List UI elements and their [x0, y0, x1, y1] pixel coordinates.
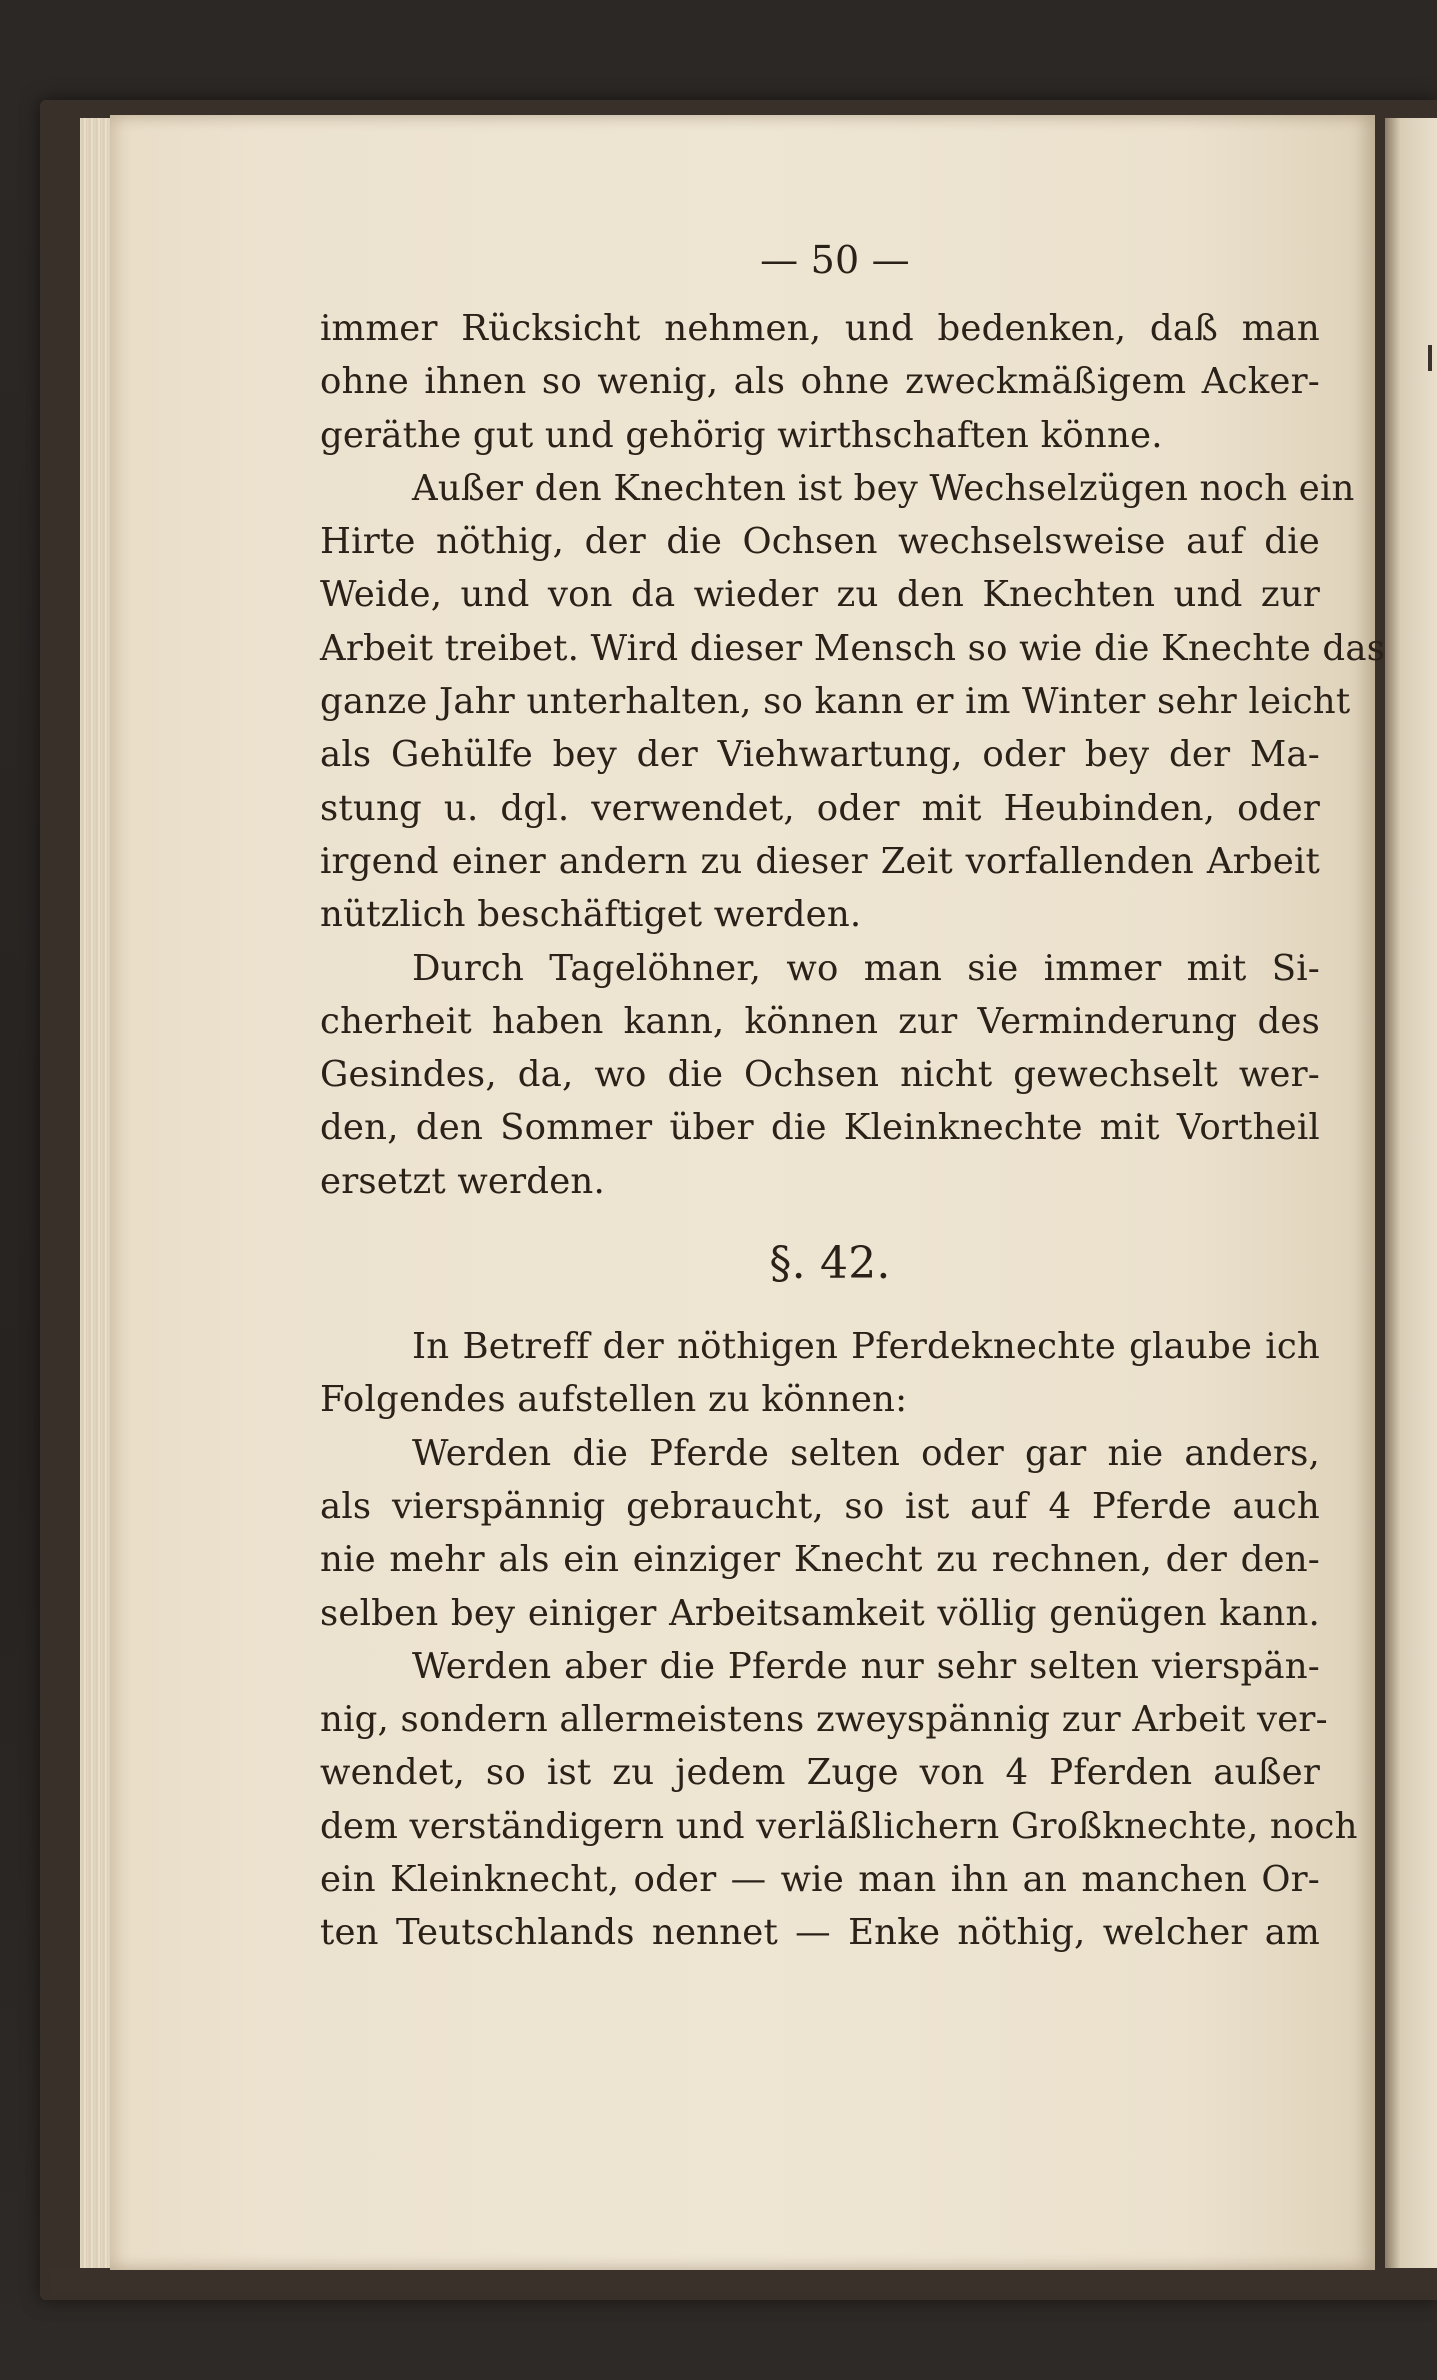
text-line: als vierspännig gebraucht, so ist auf 4 Pferde auch — [320, 1485, 1320, 1527]
text-line: immer Rücksicht nehmen, und bedenken, daß man — [320, 308, 1320, 349]
text-line: Gesindes, da, wo die Ochsen nicht gewechselt wer- — [320, 1054, 1320, 1096]
text-line: ein Kleinknecht, oder — wie man ihn an manchen Or- — [320, 1859, 1320, 1901]
text-line: dem verständigern und verläßlichern Großknechte, noch — [320, 1805, 1358, 1847]
text-line: stung u. dgl. verwendet, oder mit Heubinden, oder — [320, 787, 1320, 829]
facing-page-mark — [1428, 345, 1432, 371]
text-line: Hirte nöthig, der die Ochsen wechselsweise auf die — [320, 521, 1320, 563]
text-line: ohne ihnen so wenig, als ohne zweckmäßigem Acker- — [320, 361, 1320, 403]
text-line: Werden die Pferde selten oder gar nie anders, — [412, 1432, 1320, 1474]
text-line: nützlich beschäftiget werden. — [320, 894, 862, 936]
section-heading: §. 42. — [769, 1238, 891, 1290]
text-line: geräthe gut und gehörig wirthschaften könne. — [320, 414, 1163, 456]
facing-page-edge — [1385, 118, 1437, 2268]
text-line: Durch Tagelöhner, wo man sie immer mit Si- — [412, 947, 1320, 989]
text-line: Werden aber die Pferde nur sehr selten vierspän- — [412, 1645, 1320, 1687]
text-line: als Gehülfe bey der Viehwartung, oder bey der Ma- — [320, 734, 1320, 776]
text-line: Folgendes aufstellen zu können: — [320, 1379, 908, 1421]
text-line: wendet, so ist zu jedem Zuge von 4 Pferden außer — [320, 1752, 1320, 1794]
page-number-header: — 50 — — [760, 238, 910, 282]
text-line: Arbeit treibet. Wird dieser Mensch so wie die Knechte das — [320, 627, 1386, 669]
text-line: ten Teutschlands nennet — Enke nöthig, welcher am — [320, 1912, 1320, 1954]
text-line: cherheit haben kann, können zur Verminderung des — [320, 1000, 1320, 1042]
text-line: den, den Sommer über die Kleinknechte mit Vortheil — [320, 1107, 1320, 1149]
book-bottom-edge — [50, 2268, 1437, 2294]
text-line: In Betreff der nöthigen Pferdeknechte glaube ich — [412, 1326, 1320, 1368]
text-line: nie mehr als ein einziger Knecht zu rechnen, der den- — [320, 1539, 1320, 1581]
text-line: Weide, und von da wieder zu den Knechten und zur — [320, 574, 1320, 616]
text-line: ersetzt werden. — [320, 1160, 605, 1202]
page-text — [320, 230, 1386, 1960]
text-line: nig, sondern allermeistens zweyspännig zur Arbeit ver- — [320, 1699, 1328, 1741]
text-line: selben bey einiger Arbeitsamkeit völlig genügen kann. — [320, 1592, 1320, 1634]
text-line: ganze Jahr unterhalten, so kann er im Winter sehr leicht — [320, 681, 1351, 723]
text-line: Außer den Knechten ist bey Wechselzügen noch ein — [412, 467, 1355, 509]
text-line: irgend einer andern zu dieser Zeit vorfallenden Arbeit — [320, 840, 1320, 882]
